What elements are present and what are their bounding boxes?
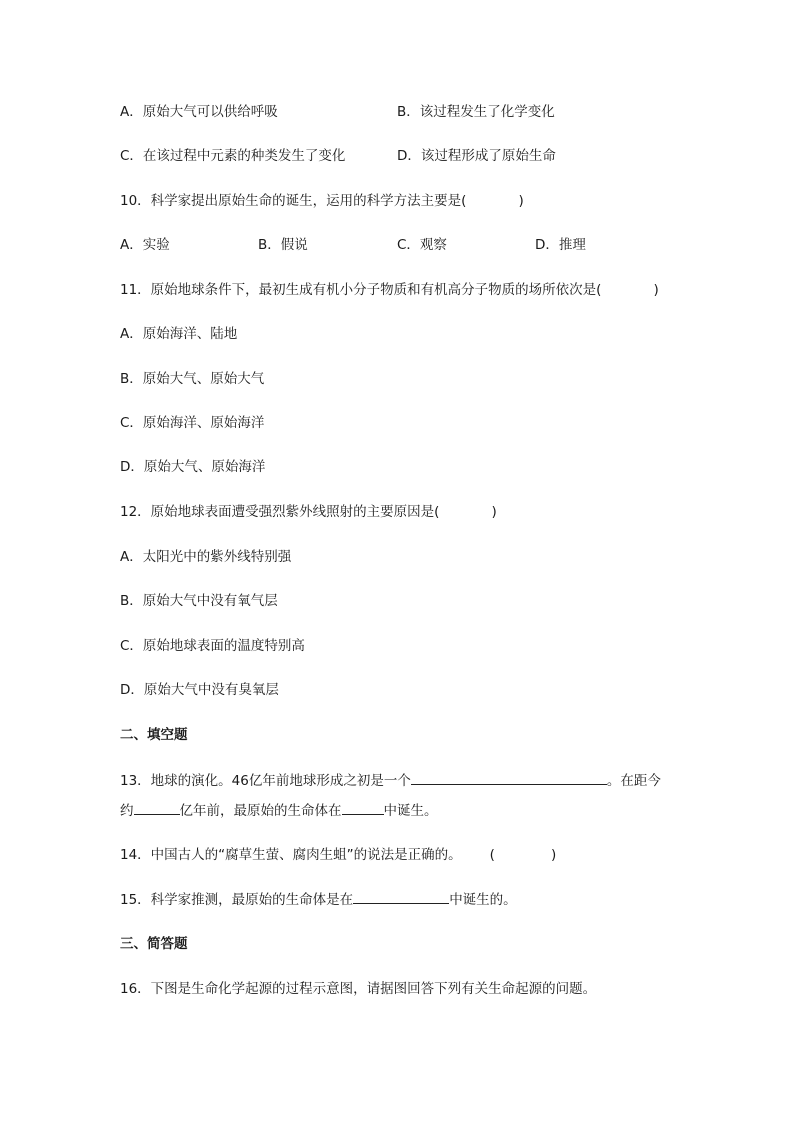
q10-stem-line	[120, 191, 524, 211]
q9-option-a: A．原始大气可以供给呼吸	[120, 104, 278, 120]
q13-blank-3[interactable]	[342, 800, 384, 815]
q11-option-b: B．原始大气、原始大气	[120, 371, 265, 387]
q10-close-paren: )	[518, 193, 524, 209]
q13-text-2: 。在距今	[606, 773, 661, 789]
q11-option-a: A．原始海洋、陆地	[120, 326, 238, 342]
q9-option-b: B．该过程发生了化学变化	[397, 104, 555, 120]
q13-line-2	[120, 800, 438, 821]
q12-option-a: A．太阳光中的紫外线特别强	[120, 549, 292, 565]
q12-stem: 12．原始地球表面遭受强烈紫外线照射的主要原因是(	[120, 504, 440, 520]
q13-text-5: 中诞生。	[383, 803, 438, 819]
q11-stem-line	[120, 280, 659, 300]
q14-stem: 14．中国古人的“腐草生萤、腐肉生蛆”的说法是正确的。	[120, 847, 462, 863]
q10-option-b: B．假说	[258, 237, 308, 253]
q10-option-a: A．实验	[120, 237, 170, 253]
q11-option-c: C．原始海洋、原始海洋	[120, 415, 265, 431]
q12-close-paren: )	[491, 504, 497, 520]
q9-option-c: C．在该过程中元素的种类发生了变化	[120, 148, 346, 164]
q12-option-c: C．原始地球表面的温度特别高	[120, 638, 305, 654]
q15-blank[interactable]	[353, 889, 449, 904]
q11-close-paren: )	[653, 282, 659, 298]
q11-option-d: D．原始大气、原始海洋	[120, 459, 266, 475]
q16-stem: 16．下图是生命化学起源的过程示意图，请据图回答下列有关生命起源的问题。	[120, 981, 597, 997]
q13-line-1	[120, 770, 661, 791]
q12-option-b: B．原始大气中没有氧气层	[120, 593, 278, 609]
q13-blank-2[interactable]	[134, 800, 180, 815]
q14-line	[120, 845, 556, 865]
section-heading-fill-in: 二、填空题	[120, 727, 188, 743]
q12-stem-line	[120, 502, 497, 522]
q15-line	[120, 889, 517, 910]
q13-text-3: 约	[120, 803, 134, 819]
q15-text-2: 中诞生的。	[449, 892, 517, 908]
q9-option-d: D．该过程形成了原始生命	[397, 148, 556, 164]
q13-text-1: 13．地球的演化。46亿年前地球形成之初是一个	[120, 773, 411, 789]
q14-close-paren: )	[550, 847, 557, 863]
q15-text-1: 15．科学家推测，最原始的生命体是在	[120, 892, 354, 908]
q14-open-paren: (	[489, 847, 495, 863]
q13-blank-1[interactable]	[411, 770, 607, 785]
q10-stem: 10．科学家提出原始生命的诞生，运用的科学方法主要是(	[120, 193, 467, 209]
q13-text-4: 亿年前，最原始的生命体在	[179, 803, 342, 819]
q12-option-d: D．原始大气中没有臭氧层	[120, 682, 279, 698]
q10-option-c: C．观察	[397, 237, 447, 253]
q11-stem: 11．原始地球条件下，最初生成有机小分子物质和有机高分子物质的场所依次是(	[120, 282, 602, 298]
q10-option-d: D．推理	[535, 237, 586, 253]
section-heading-short-answer: 三、简答题	[120, 936, 188, 952]
